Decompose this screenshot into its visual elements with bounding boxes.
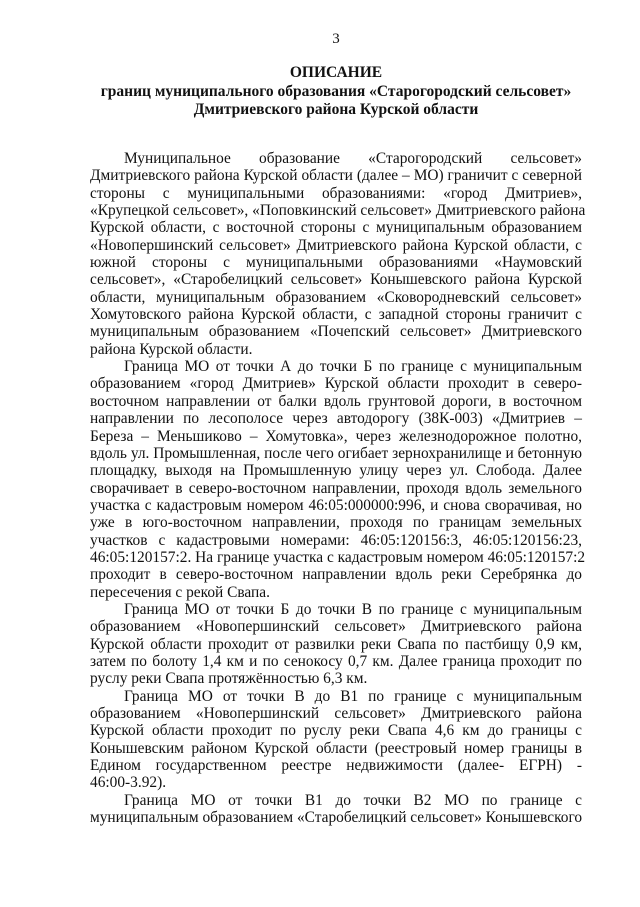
text-line: сельсовет», «Старобелицкий сельсовет» Конышевского района Курской: [90, 271, 582, 289]
text-line: руслу реки Свапа протяжённостью 6,3 км.: [90, 670, 368, 688]
text-line: Курской области, с восточной стороны с муниципальным образованием: [90, 219, 582, 237]
text-line: Едином государственном реестре недвижимости (далее- ЕГРН) -: [90, 757, 582, 775]
text-line: муниципальным образованием «Почепский сельсовет» Дмитриевского: [90, 323, 582, 341]
text-line: стороны с муниципальными образованиями: «город Дмитриев»,: [90, 184, 582, 202]
text-line: восточном направлении от балки вдоль грунтовой дороги, в восточном: [90, 392, 582, 410]
text-line: Хомутовского района Курской области, с западной стороны граничит с: [90, 306, 582, 324]
text-line: вдоль ул. Промышленная, после чего огибает зернохранилище и бетонную: [90, 444, 582, 462]
text-line: района Курской области.: [90, 340, 253, 358]
text-line: участка с кадастровым номером 46:05:000000:996, и снова сворачивая, но: [90, 496, 582, 514]
text-line: Граница МО от точки В до В1 по границе с муниципальным: [124, 687, 582, 705]
paragraph: [90, 601, 582, 688]
text-line: сворачивает в северо-восточном направлении, проходя вдоль земельного: [90, 479, 582, 497]
text-line: образованием «город Дмитриев» Курской области проходит в северо-: [90, 375, 582, 393]
text-line: области, муниципальным образованием «Сковородневский сельсовет»: [90, 288, 582, 306]
document-title: [80, 64, 592, 120]
paragraph: [90, 688, 582, 792]
text-line: муниципальным образованием «Старобелицкий сельсовет» Конышевского: [90, 809, 583, 827]
text-line: 46:05:120157:2. На границе участка с кадастровым номером 46:05:120157:2: [90, 548, 586, 566]
text-line: Муниципальное образование «Старогородский сельсовет»: [124, 150, 582, 167]
text-line: Граница МО от точки Б до точки В по границе с муниципальным: [124, 600, 582, 618]
title-line-2: границ муниципального образования «Старогородский сельсовет»: [100, 82, 572, 100]
text-line: Граница МО от точки В1 до точки В2 МО по границе с: [124, 791, 582, 809]
text-line: Курской области проходит по руслу реки Свапа 4,6 км до границы с: [90, 722, 582, 740]
paragraph: [90, 792, 582, 827]
text-line: участков с кадастровыми номерами: 46:05:120156:3, 46:05:120156:23,: [90, 531, 582, 549]
text-line: 46:00-3.92).: [90, 774, 167, 792]
text-line: пересечения с рекой Свапа.: [90, 583, 270, 601]
page-number: 3: [332, 31, 340, 47]
text-line: Конышевским районом Курской области (реестровый номер границы в: [90, 739, 582, 757]
text-line: «Новопершинский сельсовет» Дмитриевского района Курской области, с: [90, 236, 582, 254]
document-body: [90, 150, 586, 827]
text-line: образованием «Новопершинский сельсовет» Дмитриевского района: [90, 705, 582, 722]
text-line: направлении по лесополосе через автодорогу (38К-003) «Дмитриев –: [90, 410, 582, 428]
text-line: проходит в северо-восточном направлении вдоль реки Серебрянка до: [90, 566, 582, 584]
paragraph: [90, 358, 586, 601]
text-line: площадку, выходя на Промышленную улицу через ул. Слобода. Далее: [90, 462, 582, 480]
text-line: затем по болоту 1,4 км и по сенокосу 0,7 км. Далее граница проходит по: [90, 652, 582, 670]
title-line-1: ОПИСАНИЕ: [289, 64, 383, 81]
text-line: Дмитриевского района Курской области (далее – МО) граничит с северной: [90, 167, 582, 185]
title-line-3: Дмитриевского района Курской области: [193, 101, 479, 118]
text-line: Курской области проходит от развилки реки Свапа по пастбищу 0,9 км,: [90, 635, 582, 653]
paragraph: [90, 150, 586, 358]
text-line: Береза – Меньшиково – Хомутовка», через железнодорожное полотно,: [90, 427, 582, 445]
text-line: Граница МО от точки А до точки Б по границе с муниципальным: [124, 358, 582, 376]
text-line: «Крупецкой сельсовет», «Поповкинский сельсовет» Дмитриевского района: [90, 202, 586, 220]
text-line: южной стороны с муниципальными образованиями «Наумовский: [90, 254, 582, 272]
text-line: образованием «Новопершинский сельсовет» Дмитриевского района: [90, 618, 582, 636]
text-line: уже в юго-восточном направлении, проходя по границам земельных: [90, 514, 582, 532]
